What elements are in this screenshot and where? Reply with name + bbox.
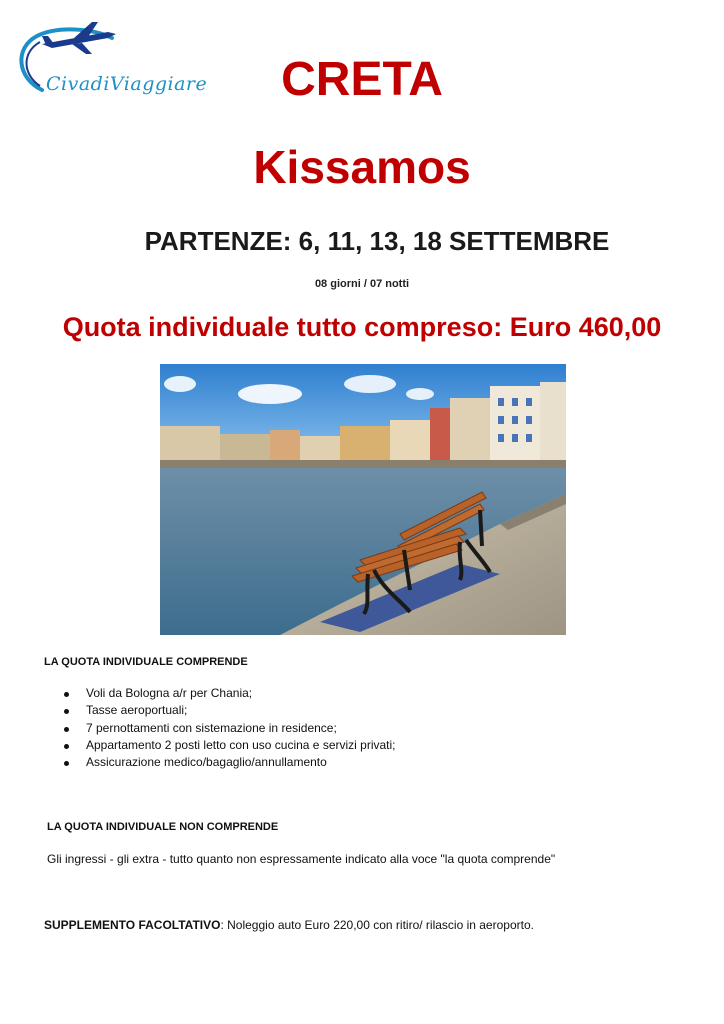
harbour-bench-photo: [160, 364, 566, 635]
includes-list: [62, 685, 396, 771]
supplement-line: [44, 918, 534, 932]
supplement-label: SUPPLEMENTO FACOLTATIVO: [44, 918, 221, 932]
list-item: 7 pernottamenti con sistemazione in residence;: [62, 720, 396, 737]
list-item: Voli da Bologna a/r per Chania;: [62, 685, 396, 702]
logo-wordmark: CivadiViaggiare: [46, 73, 208, 95]
includes-heading: LA QUOTA INDIVIDUALE COMPRENDE: [44, 656, 248, 668]
excludes-text: Gli ingressi - gli extra - tutto quanto non espressamente indicato alla voce "la quota comprende": [47, 852, 556, 866]
trip-duration: 08 giorni / 07 notti: [314, 278, 410, 290]
supplement-text: : Noleggio auto Euro 220,00 con ritiro/ rilascio in aeroporto.: [220, 918, 534, 932]
price-headline: Quota individuale tutto compreso: Euro 460,00: [62, 312, 662, 342]
excludes-heading: LA QUOTA INDIVIDUALE NON COMPRENDE: [47, 821, 279, 833]
list-item: Tasse aeroportuali;: [62, 702, 396, 719]
location-subtitle: Kissamos: [253, 141, 471, 193]
list-item: Appartamento 2 posti letto con uso cucina e servizi privati;: [62, 737, 396, 754]
departure-dates: PARTENZE: 6, 11, 13, 18 SETTEMBRE: [144, 226, 610, 256]
destination-title: CRETA: [281, 53, 443, 106]
list-item: Assicurazione medico/bagaglio/annullamento: [62, 754, 396, 771]
